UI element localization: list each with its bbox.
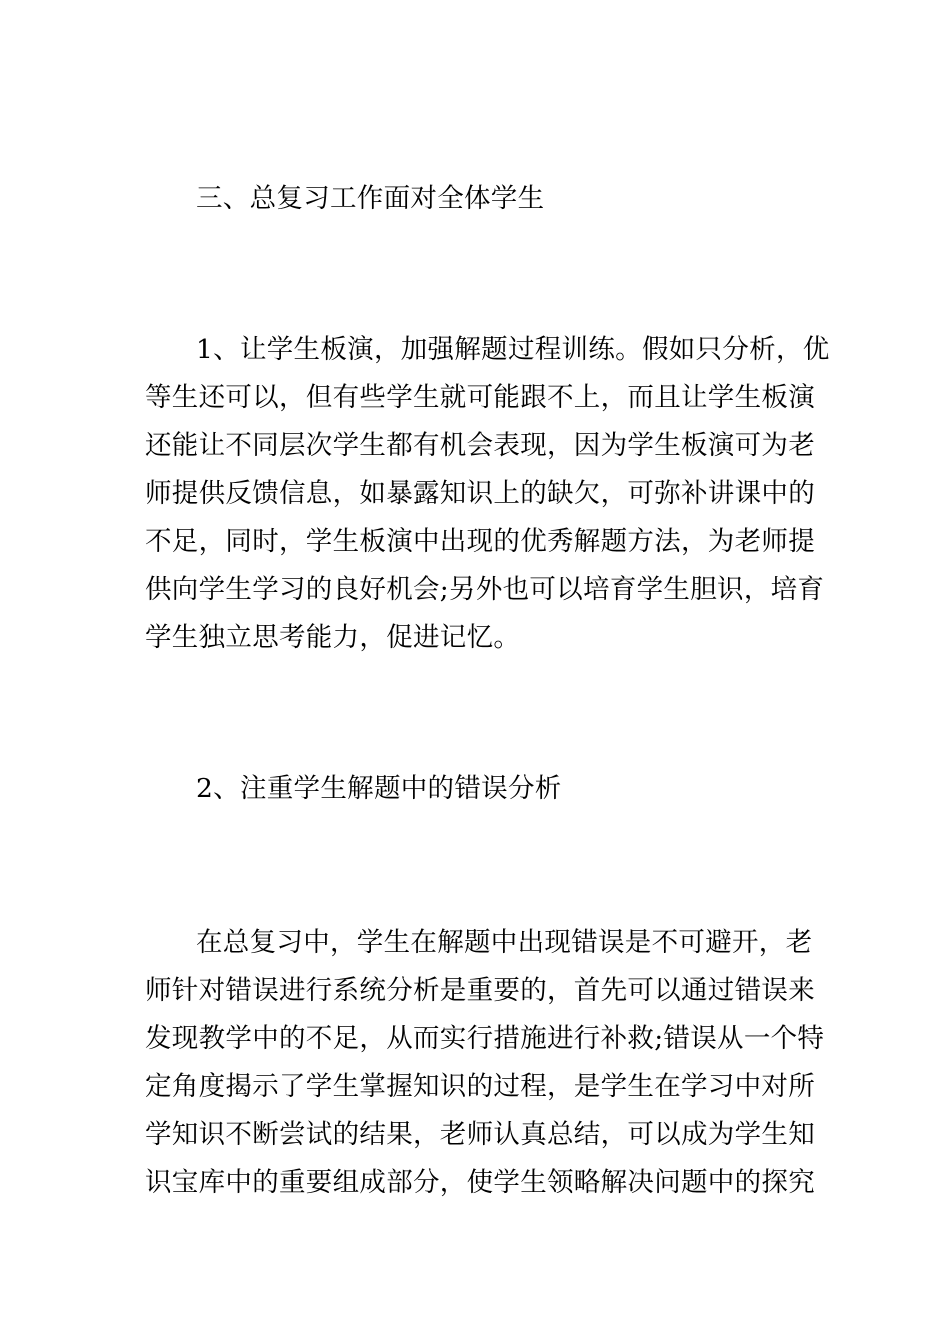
item-two-heading: 2、注重学生解题中的错误分析: [196, 773, 562, 804]
paragraph-line: 定角度揭示了学生掌握知识的过程，是学生在学习中对所: [145, 1071, 815, 1102]
paragraph-line: 学生独立思考能力，促进记忆。: [145, 622, 521, 653]
paragraph-line: 师提供反馈信息，如暴露知识上的缺欠，可弥补讲课中的: [145, 478, 815, 509]
paragraph-line: 1、让学生板演，加强解题过程训练。假如只分析，优: [196, 334, 830, 365]
paragraph-line: 供向学生学习的良好机会;另外也可以培育学生胆识，培育: [145, 574, 825, 605]
section-heading: 三、总复习工作面对全体学生: [196, 183, 545, 214]
paragraph-line: 等生还可以，但有些学生就可能跟不上，而且让学生板演: [145, 382, 815, 413]
paragraph-line: 师针对错误进行系统分析是重要的，首先可以通过错误来: [145, 975, 815, 1006]
paragraph-line: 学知识不断尝试的结果，老师认真总结，可以成为学生知: [145, 1119, 815, 1150]
paragraph-line: 不足，同时，学生板演中出现的优秀解题方法，为老师提: [145, 526, 815, 557]
paragraph-line: 识宝库中的重要组成部分，使学生领略解决问题中的探究: [145, 1167, 815, 1198]
paragraph-line: 还能让不同层次学生都有机会表现，因为学生板演可为老: [145, 430, 815, 461]
paragraph-line: 发现教学中的不足，从而实行措施进行补救;错误从一个特: [145, 1023, 825, 1054]
paragraph-line: 在总复习中，学生在解题中出现错误是不可避开，老: [196, 927, 813, 958]
